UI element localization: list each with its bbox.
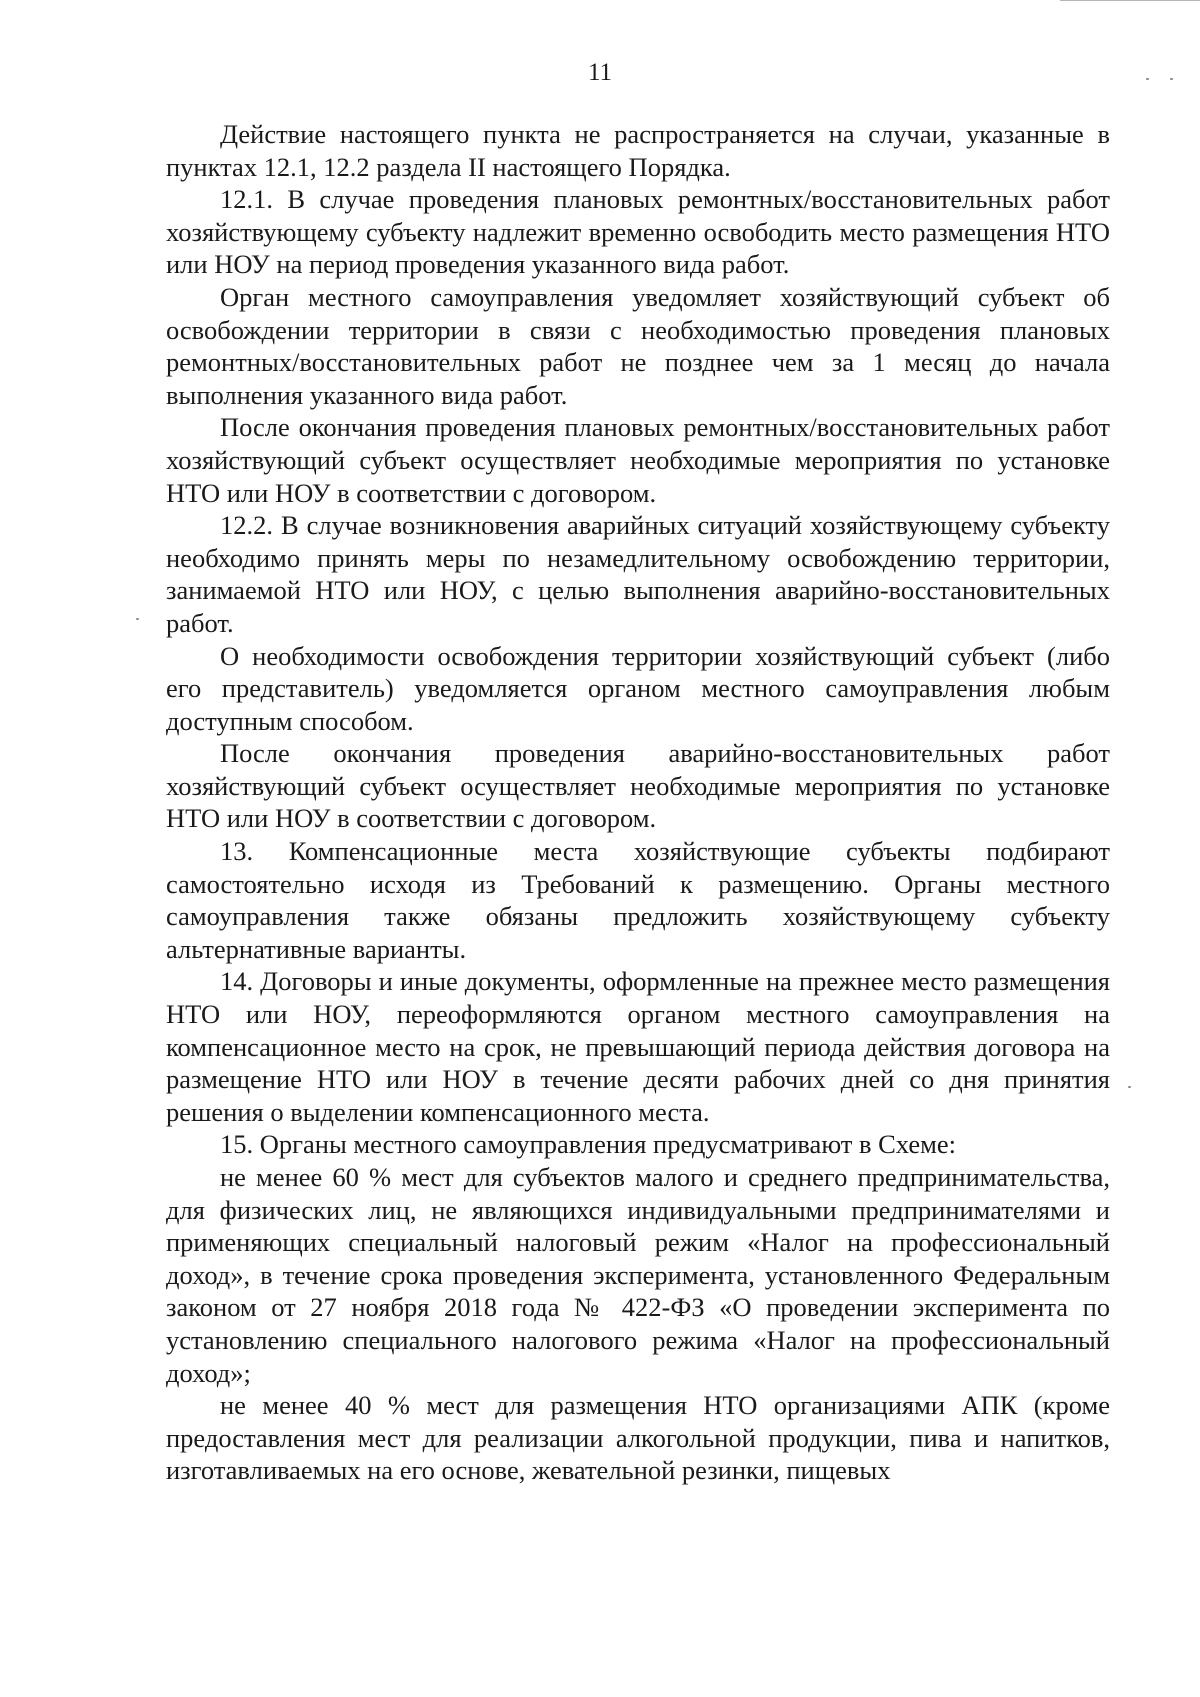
- paragraph-15-agro: не менее 40 % мест для размещения НТО организациями АПК (кроме предоставления мест для реализации алкогольной продукции, пива и напитков, изготавливаемых на его основе, жевательной резинки, пищевых: [166, 1390, 1110, 1486]
- paragraph-12-2: 12.2. В случае возникновения аварийных ситуаций хозяйствующему субъекту необходимо принять меры по незамедлительному освобождению территории, занимаемой НТО или НОУ, с целью выполнения аварийно-восстановительных работ.: [166, 510, 1110, 638]
- paragraph-12-1: 12.1. В случае проведения плановых ремонтных/восстановительных работ хозяйствующему субъекту надлежит временно освободить место размещения НТО или НОУ на период проведения указанного вида работ.: [166, 184, 1110, 280]
- paragraph-15: 15. Органы местного самоуправления предусматривают в Схеме:: [220, 1129, 957, 1160]
- paragraph-12-2-reinstall: После окончания проведения аварийно-восстановительных работ хозяйствующий субъект осуществляет необходимые мероприятия по установке НТО или НОУ в соответствии с договором.: [166, 738, 1110, 834]
- paragraph-15-small-business: не менее 60 % мест для субъектов малого и среднего предпринимательства, для физических лиц, не являющихся индивидуальными предпринимателями и применяющих специальный налоговый режим «Налог на профессиональный доход», в течение срока проведения эксперимента, установленного Федеральным законом от 27 ноября 2018 года № 422-ФЗ «О проведении эксперимента по установлению специального налогового режима «Налог на профессиональный доход»;: [166, 1162, 1110, 1388]
- scan-edge-mark: [1060, 0, 1200, 1]
- document-body: [166, 118, 1110, 1487]
- paragraph-12-2-notice: О необходимости освобождения территории хозяйствующий субъект (либо его представитель) уведомляется органом местного самоуправления любым доступным способом.: [166, 640, 1110, 736]
- scan-speck: [1128, 1086, 1131, 1088]
- paragraph-12-1-reinstall: После окончания проведения плановых ремонтных/восстановительных работ хозяйствующий субъект осуществляет необходимые мероприятия по установке НТО или НОУ в соответствии с договором.: [166, 412, 1110, 508]
- scan-speck: [136, 618, 139, 620]
- paragraph-14: 14. Договоры и иные документы, оформленные на прежнее место размещения НТО или НОУ, переоформляются органом местного самоуправления на компенсационное место на срок, не превышающий периода действия договора на размещение НТО или НОУ в течение десяти рабочих дней со дня принятия решения о выделении компенсационного места.: [166, 966, 1110, 1127]
- paragraph-13: 13. Компенсационные места хозяйствующие субъекты подбирают самостоятельно исходя из Требований к размещению. Органы местного самоуправления также обязаны предложить хозяйствующему субъекту альтернативные варианты.: [166, 836, 1110, 964]
- page-number: 11: [587, 59, 613, 86]
- paragraph-12-1-notice: Орган местного самоуправления уведомляет хозяйствующий субъект об освобождении территории в связи с необходимостью проведения плановых ремонтных/восстановительных работ не позднее чем за 1 месяц до начала выполнения указанного вида работ.: [166, 281, 1110, 410]
- paragraph-scope-exclusion: Действие настоящего пункта не распространяется на случаи, указанные в пунктах 12.1, 12.2 раздела II настоящего Порядка.: [166, 119, 1110, 182]
